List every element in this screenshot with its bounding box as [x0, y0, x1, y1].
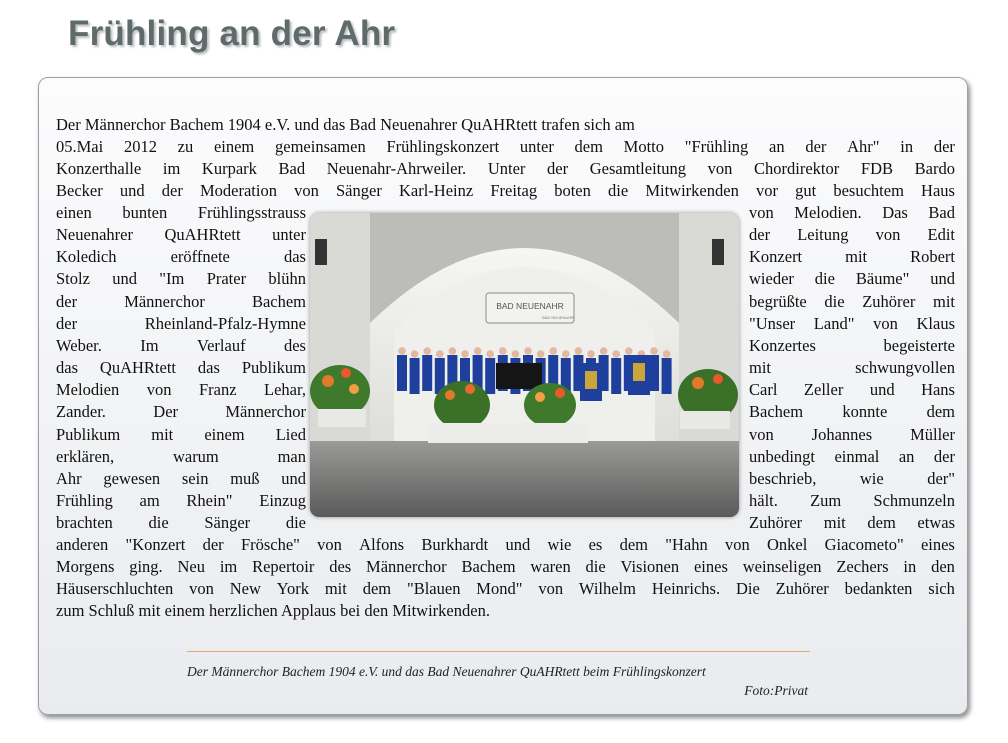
article-line: hält. Zum Schmunzeln [749, 490, 955, 510]
article-line: Konzertes begeisterte [749, 335, 955, 355]
article-line: Stolz und "Im Prater blühn [56, 269, 306, 289]
article-line: von Melodien. Das Bad [749, 203, 955, 222]
article-line: wieder die Bäume" und [749, 269, 955, 289]
article-line: Zuhörer mit dem etwas [749, 513, 955, 533]
article-line: mit schwungvollen [749, 358, 955, 378]
page-title: Frühling an der Ahr [68, 14, 396, 53]
article-line: Konzert mit Robert [749, 247, 955, 267]
article-line: brachten die Sänger die [56, 513, 306, 533]
article-line: Zander. Der Männerchor [56, 402, 306, 422]
article-line: Neuenahrer QuAHRtett unter [56, 225, 306, 245]
article-line: Becker und der Moderation von Sänger Karl-Heinz Freitag boten die Mitwirkenden vor gut besuchtem Haus [56, 181, 955, 200]
article-line: Konzerthalle im Kurpark Bad Neuenahr-Ahrweiler. Unter der Gesamtleitung von Chordirektor FDB Bardo [56, 159, 955, 178]
article-line: der Rheinland-Pfalz-Hymne [56, 313, 306, 333]
article-line: der Männerchor Bachem [56, 291, 306, 311]
article-line: Melodien von Franz Lehar, [56, 380, 306, 400]
article-line: anderen "Konzert der Frösche" von Alfons Burkhardt und wie es dem "Hahn von Onkel Giacometo" eines [56, 535, 955, 554]
article-line: Morgens ging. Neu im Repertoir des Männerchor Bachem waren die Visionen eines weinseligen Zechers in den [56, 557, 955, 576]
photo-caption: Der Männerchor Bachem 1904 e.V. und das Bad Neuenahrer QuAHRtett beim Frühlingskonzert [187, 664, 706, 679]
caption-divider [187, 651, 810, 652]
article-line: zum Schluß mit einem herzlichen Applaus bei den Mitwirkenden. [56, 601, 490, 620]
article-line: der Leitung von Edit [749, 225, 955, 245]
venue-sign-subtext: BAD NEUENAHR [542, 315, 574, 320]
article-line: unbedingt einmal an der [749, 446, 955, 466]
article-line: einen bunten Frühlingsstrauss [56, 203, 306, 222]
photo-credit: Foto:Privat [744, 683, 808, 698]
article-line: "Unser Land" von Klaus [749, 313, 955, 333]
article-line: begrüßte die Zuhörer mit [749, 291, 955, 311]
venue-sign-text: BAD NEUENAHR [496, 301, 564, 311]
article-line: Der Männerchor Bachem 1904 e.V. und das Bad Neuenahrer QuAHRtett trafen sich am [56, 115, 635, 134]
article-line: Frühling am Rhein" Einzug [56, 490, 306, 510]
article-line: Carl Zeller und Hans [749, 380, 955, 400]
article-line: Ahr gewesen sein muß und [56, 468, 306, 488]
article-line: 05.Mai 2012 zu einem gemeinsamen Frühlingskonzert unter dem Motto "Frühling an der Ahr" in der [56, 137, 955, 156]
article-line: Bachem konnte dem [749, 402, 955, 422]
piano [496, 363, 542, 389]
article-line: das QuAHRtett das Publikum [56, 358, 306, 378]
article-line: Koledich eröffnete das [56, 247, 306, 267]
article-line: Publikum mit einem Lied [56, 424, 306, 444]
concert-photo-illustration [310, 213, 739, 517]
article-line: Häuserschluchten von New York mit dem "Blauen Mond" von Wilhelm Heinrichs. Die Zuhörer bedankten sich [56, 579, 955, 598]
article-line: von Johannes Müller [749, 424, 955, 444]
article-line: Weber. Im Verlauf des [56, 335, 306, 355]
concert-photo [310, 213, 739, 517]
article-line: erklären, warum man [56, 446, 306, 466]
article-line: beschrieb, wie der" [749, 468, 955, 488]
